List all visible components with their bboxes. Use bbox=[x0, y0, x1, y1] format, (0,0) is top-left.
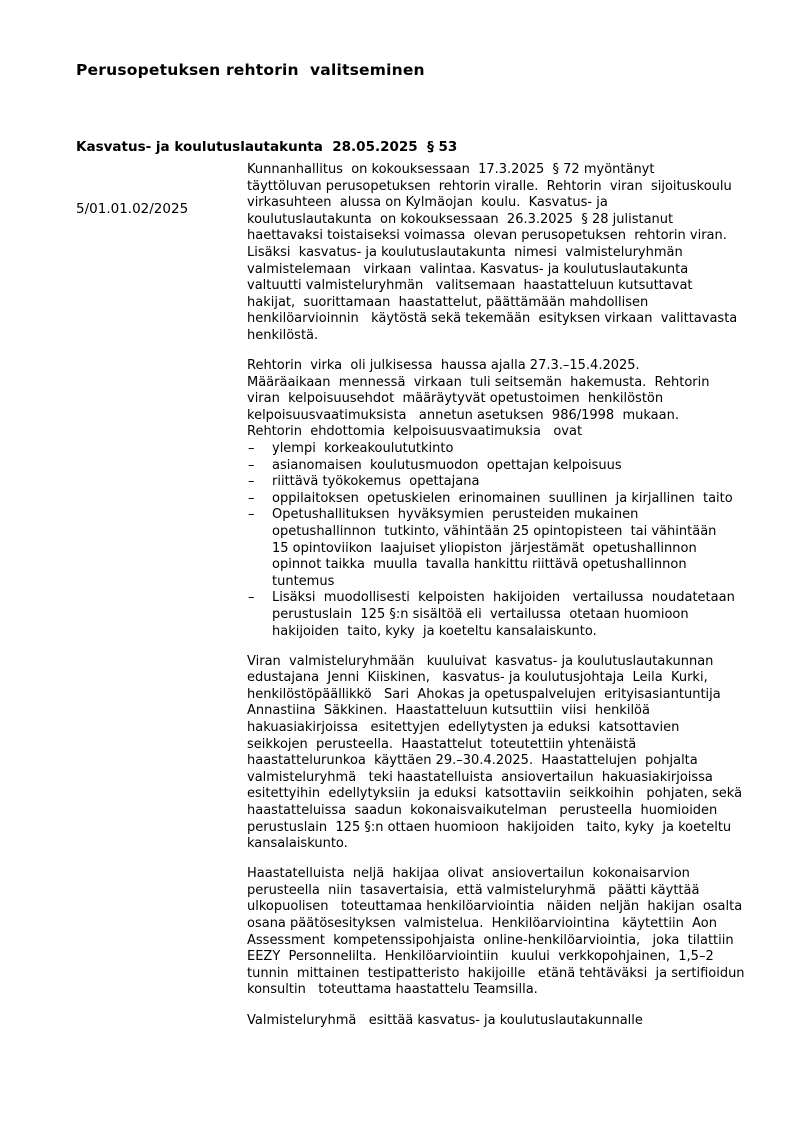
text-line: Rehtorin virka oli julkisessa haussa ajalla 27.3.–15.4.2025. bbox=[247, 358, 640, 374]
text-line: valtuutti valmisteluryhmän valitsemaan haastatteluun kutsuttavat bbox=[247, 278, 693, 294]
text-line: Valmisteluryhmä esittää kasvatus- ja koulutuslautakunnalle bbox=[247, 1012, 643, 1028]
text-line: Kunnanhallitus on kokouksessaan 17.3.2025 § 72 myöntänyt bbox=[247, 162, 655, 177]
bullet-dash: – bbox=[248, 441, 255, 456]
text-line: haastattelurunkoa käyttäen 29.–30.4.2025. Haastattelujen pohjalta bbox=[247, 753, 698, 769]
text-line: Määräaikaan mennessä virkaan tuli seitsemän hakemusta. Rehtorin bbox=[247, 374, 710, 390]
text-line: Opetushallituksen hyväksymien perusteiden mukainen bbox=[272, 507, 639, 523]
text-line: henkilöstä. bbox=[247, 327, 319, 343]
text-line: henkilöarvioinnin käytöstä sekä tekemään esityksen virkaan valittavasta bbox=[247, 311, 738, 327]
text-line: asianomaisen koulutusmuodon opettajan kelpoisuus bbox=[272, 457, 622, 473]
text-line: oppilaitoksen opetuskielen erinomainen suullinen ja kirjallinen taito bbox=[272, 490, 733, 506]
text-line: tunnin mittainen testipatteristo hakijoille etänä tehtäväksi ja sertifioidun bbox=[247, 965, 745, 981]
paragraph bbox=[247, 866, 787, 999]
bullet-dash: – bbox=[248, 474, 255, 490]
text-line: henkilöstöpäällikkö Sari Ahokas ja opetuspalvelujen erityisasiantuntija bbox=[247, 686, 721, 702]
bullet-dash: – bbox=[248, 590, 255, 606]
text-line: Assessment kompetenssipohjaista online-henkilöarviointia, joka tilattiin bbox=[247, 932, 734, 948]
text-line: hakijoiden taito, kyky ja koeteltu kansalaiskunto. bbox=[272, 623, 597, 639]
list-item bbox=[247, 474, 787, 491]
list-item-text bbox=[272, 507, 787, 590]
text-line: Lisäksi kasvatus- ja koulutuslautakunta nimesi valmisteluryhmän bbox=[247, 244, 683, 260]
text-line: Lisäksi muodollisesti kelpoisten hakijoiden vertailussa noudatetaan bbox=[272, 590, 735, 606]
document-body bbox=[247, 162, 787, 1043]
text-line: opinnot taikka muulla tavalla hankittu riittävä opetushallinnon bbox=[272, 557, 687, 573]
list-item bbox=[247, 507, 787, 590]
bullet-dash: – bbox=[248, 457, 255, 473]
text-line: kelpoisuusvaatimuksista annetun asetuksen 986/1998 mukaan. bbox=[247, 407, 679, 423]
text-line: haettavaksi toistaiseksi voimassa olevan perusopetuksen rehtorin viran. bbox=[247, 228, 727, 244]
paragraph bbox=[247, 654, 787, 853]
list-item-text bbox=[272, 590, 787, 640]
text-line: perustuslain 125 §:n sisältöä eli vertailussa otetaan huomioon bbox=[272, 606, 689, 622]
list-item-text bbox=[272, 458, 787, 475]
text-line: riittävä työkokemus opettajana bbox=[272, 474, 480, 490]
text-line: EEZY Personnelilta. Henkilöarviointiin kuului verkkopohjainen, 1,5–2 bbox=[247, 949, 714, 965]
text-line: perustuslain 125 §:n ottaen huomioon hakijoiden taito, kyky ja koeteltu bbox=[247, 819, 732, 835]
text-line: osana päätösesityksen valmistelua. Henkilöarviointina käytettiin Aon bbox=[247, 916, 717, 932]
text-line: Rehtorin ehdottomia kelpoisuusvaatimuksia ovat bbox=[247, 424, 583, 440]
text-line: valmistelemaan virkaan valintaa. Kasvatus- ja koulutuslautakunta bbox=[247, 261, 689, 277]
paragraph bbox=[247, 358, 787, 441]
text-line: valmisteluryhmä teki haastatelluista ansiovertailun hakuasiakirjoissa bbox=[247, 769, 713, 785]
text-line: ulkopuolisen toteuttamaa henkilöarviointia näiden neljän hakijan osalta bbox=[247, 899, 743, 915]
list-item bbox=[247, 491, 787, 508]
text-line: perusteella niin tasavertaisia, että valmisteluryhmä päätti käyttää bbox=[247, 882, 700, 898]
text-line: 15 opintoviikon laajuiset yliopiston järjestämät opetushallinnon bbox=[272, 540, 697, 556]
text-line: Viran valmisteluryhmään kuuluivat kasvatus- ja koulutuslautakunnan bbox=[247, 653, 714, 669]
text-line: hakijat, suorittamaan haastattelut, päättämään mahdollisen bbox=[247, 294, 649, 310]
committee-date-section-line: Kasvatus- ja koulutuslautakunta 28.05.2025 § 53 bbox=[76, 139, 458, 155]
paragraph bbox=[247, 162, 787, 345]
diary-number: 5/01.01.02/2025 bbox=[76, 200, 189, 217]
text-line: Haastatelluista neljä hakijaa olivat ansiovertailun kokonaisarvion bbox=[247, 866, 690, 882]
page-title: Perusopetuksen rehtorin valitseminen bbox=[76, 61, 425, 79]
text-line: koulutuslautakunta on kokouksessaan 26.3.2025 § 28 julistanut bbox=[247, 211, 674, 227]
text-line: täyttöluvan perusopetuksen rehtorin viralle. Rehtorin viran sijoituskoulu bbox=[247, 178, 732, 194]
text-line: opetushallinnon tutkinto, vähintään 25 opintopisteen tai vähintään bbox=[272, 523, 717, 539]
text-line: ylempi korkeakoulututkinto bbox=[272, 441, 454, 456]
bullet-dash: – bbox=[248, 507, 255, 523]
text-line: konsultin toteuttama haastattelu Teamsilla. bbox=[247, 982, 538, 998]
list-item-text bbox=[272, 491, 787, 508]
text-line: esitettyihin edellytyksiin ja eduksi katsottaviin seikkoihin pohjaten, sekä bbox=[247, 786, 743, 802]
text-line: seikkojen perusteella. Haastattelut toteutettiin yhtenäistä bbox=[247, 736, 637, 752]
text-line: Annastiina Säkkinen. Haastatteluun kutsuttiin viisi henkilöä bbox=[247, 703, 650, 719]
text-line: kansalaiskunto. bbox=[247, 836, 348, 852]
paragraph bbox=[247, 1013, 787, 1030]
list-item-text bbox=[272, 441, 787, 458]
text-line: tuntemus bbox=[272, 573, 335, 589]
list-item bbox=[247, 590, 787, 640]
list-item-text bbox=[272, 474, 787, 491]
list-item bbox=[247, 441, 787, 458]
list-item bbox=[247, 458, 787, 475]
text-line: virkasuhteen alussa on Kylmäojan koulu. Kasvatus- ja bbox=[247, 195, 608, 211]
text-line: viran kelpoisuusehdot määräytyvät opetustoimen henkilöstön bbox=[247, 391, 664, 407]
text-line: edustajana Jenni Kiiskinen, kasvatus- ja koulutusjohtaja Leila Kurki, bbox=[247, 670, 708, 686]
qualification-list bbox=[247, 441, 787, 640]
bullet-dash: – bbox=[248, 490, 255, 506]
text-line: haastatteluissa saadun kokonaisvaikutelman perusteella huomioiden bbox=[247, 802, 718, 818]
text-line: hakuasiakirjoissa esitettyjen edellytysten ja eduksi katsottavien bbox=[247, 720, 680, 735]
